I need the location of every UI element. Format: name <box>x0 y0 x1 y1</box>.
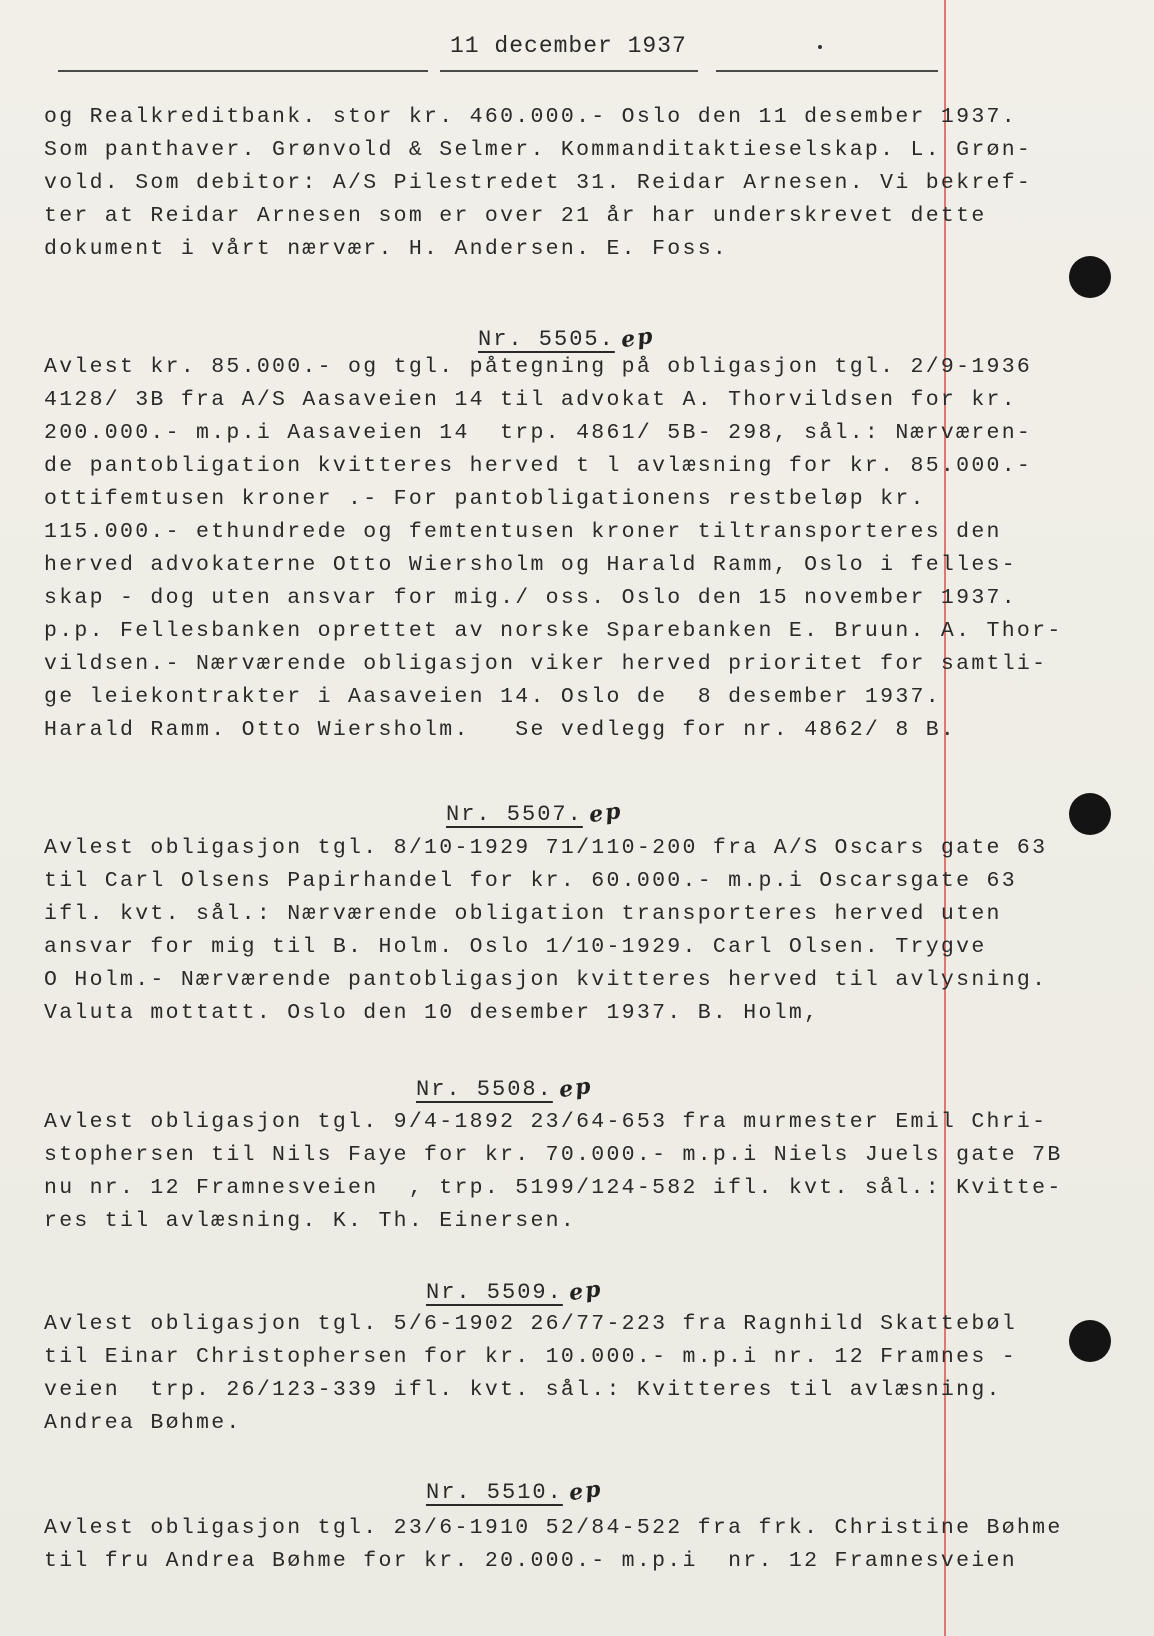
entry-number-5509: Nr. 5509. ep <box>426 1275 604 1307</box>
entry-5509-line-1: Avlest obligasjon tgl. 5/6-1902 26/77-223 fra Ragnhild Skattebøl <box>44 1312 1017 1336</box>
entry-5510-line-1: Avlest obligasjon tgl. 23/6-1910 52/84-522 fra frk. Christine Bøhme <box>44 1516 1063 1540</box>
entry-5508-line-3: nu nr. 12 Framnesveien , trp. 5199/124-582 ifl. kvt. sål.: Kvitte- <box>44 1176 1063 1200</box>
intro-line-5: dokument i vårt nærvær. H. Andersen. E. Foss. <box>44 237 729 261</box>
entry-5508-line-1: Avlest obligasjon tgl. 9/4-1892 23/64-653 fra murmester Emil Chri- <box>44 1110 1048 1134</box>
entry-number-5508: Nr. 5508. ep <box>416 1072 594 1104</box>
entry-5505-line-6: 115.000.- ethundrede og femtentusen kroner tiltransporteres den <box>44 520 1002 544</box>
entry-5507-line-6: Valuta mottatt. Oslo den 10 desember 1937. B. Holm, <box>44 1001 820 1025</box>
entry-5505-line-1: Avlest kr. 85.000.- og tgl. påtegning på obligasjon tgl. 2/9-1936 <box>44 355 1033 379</box>
entry-number-5505: Nr. 5505. ep <box>478 322 656 354</box>
punch-hole-1 <box>1069 256 1111 298</box>
intro-line-2: Som panthaver. Grønvold & Selmer. Kommanditaktieselskap. L. Grøn- <box>44 138 1033 162</box>
entry-5505-line-8: skap - dog uten ansvar for mig./ oss. Oslo den 15 november 1937. <box>44 586 1017 610</box>
intro-line-3: vold. Som debitor: A/S Pilestredet 31. Reidar Arnesen. Vi bekref- <box>44 171 1033 195</box>
header-rule-left <box>58 70 428 72</box>
entry-5509-line-4: Andrea Bøhme. <box>44 1411 242 1435</box>
entry-5507-line-3: ifl. kvt. sål.: Nærværende obligation transporteres herved uten <box>44 902 1002 926</box>
header-rule-middle <box>440 70 698 72</box>
header-rule-right <box>716 70 938 72</box>
entry-5509-line-2: til Einar Christophersen for kr. 10.000.- m.p.i nr. 12 Framnes - <box>44 1345 1017 1369</box>
entry-number-5507: Nr. 5507. ep <box>446 797 624 829</box>
entry-5509-line-3: veien trp. 26/123-339 ifl. kvt. sål.: Kvitteres til avlæsning. <box>44 1378 1002 1402</box>
punch-hole-2 <box>1069 793 1111 835</box>
entry-5505-line-10: vildsen.- Nærværende obligasjon viker herved prioritet for samtli- <box>44 652 1048 676</box>
punch-hole-3 <box>1069 1320 1111 1362</box>
intro-line-1: og Realkreditbank. stor kr. 460.000.- Oslo den 11 desember 1937. <box>44 105 1017 129</box>
entry-5505-line-9: p.p. Fellesbanken oprettet av norske Sparebanken E. Bruun. A. Thor- <box>44 619 1063 643</box>
entry-5507-line-4: ansvar for mig til B. Holm. Oslo 1/10-1929. Carl Olsen. Trygve <box>44 935 987 959</box>
entry-5510-line-2: til fru Andrea Bøhme for kr. 20.000.- m.p.i nr. 12 Framnesveien <box>44 1549 1017 1573</box>
entry-5505-line-4: de pantobligation kvitteres herved t l avlæsning for kr. 85.000.- <box>44 454 1033 478</box>
ink-dot <box>818 45 822 49</box>
entry-5505-line-2: 4128/ 3B fra A/S Aasaveien 14 til advokat A. Thorvildsen for kr. <box>44 388 1017 412</box>
entry-number-5510: Nr. 5510. ep <box>426 1475 604 1507</box>
entry-5505-line-7: herved advokaterne Otto Wiersholm og Harald Ramm, Oslo i felles- <box>44 553 1017 577</box>
page-date: 11 december 1937 <box>450 33 687 59</box>
intro-line-4: ter at Reidar Arnesen som er over 21 år har underskrevet dette <box>44 204 987 228</box>
entry-5505-line-12: Harald Ramm. Otto Wiersholm. Se vedlegg for nr. 4862/ 8 B. <box>44 718 957 742</box>
entry-5505-line-11: ge leiekontrakter i Aasaveien 14. Oslo de 8 desember 1937. <box>44 685 941 709</box>
entry-5505-line-5: ottifemtusen kroner .- For pantobligationens restbeløp kr. <box>44 487 926 511</box>
entry-5507-line-1: Avlest obligasjon tgl. 8/10-1929 71/110-200 fra A/S Oscars gate 63 <box>44 836 1048 860</box>
entry-5505-line-3: 200.000.- m.p.i Aasaveien 14 trp. 4861/ 5B- 298, sål.: Nærværen- <box>44 421 1033 445</box>
entry-5508-line-4: res til avlæsning. K. Th. Einersen. <box>44 1209 577 1233</box>
entry-5507-line-2: til Carl Olsens Papirhandel for kr. 60.000.- m.p.i Oscarsgate 63 <box>44 869 1017 893</box>
entry-5508-line-2: stophersen til Nils Faye for kr. 70.000.- m.p.i Niels Juels gate 7B <box>44 1143 1063 1167</box>
entry-5507-line-5: O Holm.- Nærværende pantobligasjon kvitteres herved til avlysning. <box>44 968 1048 992</box>
